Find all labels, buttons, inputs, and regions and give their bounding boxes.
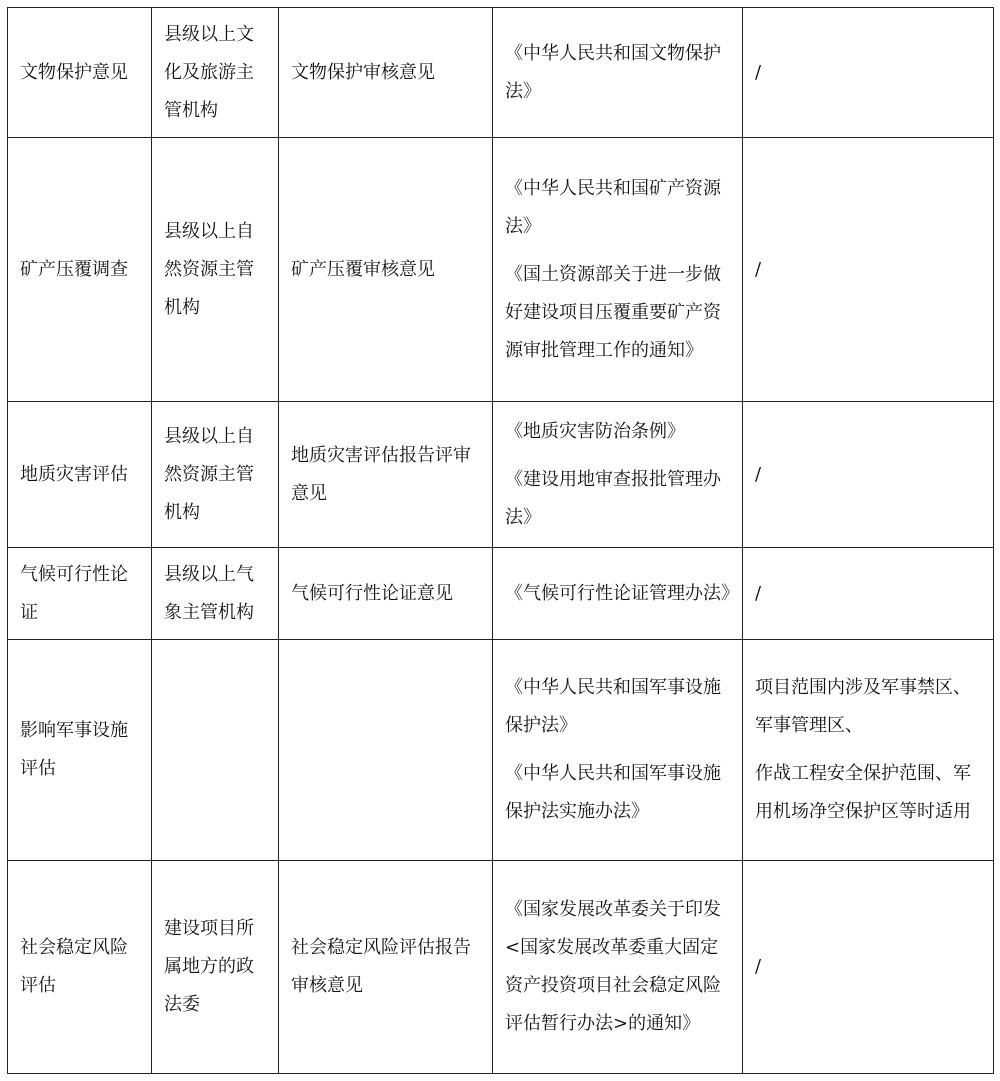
authority-cell	[152, 138, 279, 402]
document-text: 社会稳定风险评估报告审核意见	[291, 937, 471, 996]
basis-cell	[493, 138, 743, 402]
document-text: 文物保护审核意见	[291, 61, 435, 83]
authority-text: 县级以上气象主管机构	[164, 563, 254, 623]
basis-text: 《地质灾害防治条例》	[505, 420, 685, 442]
item-text: 文物保护意见	[20, 61, 128, 83]
item-text: 社会稳定风险评估	[20, 937, 128, 996]
table-row	[8, 8, 994, 138]
item-text: 气候可行性论证	[20, 563, 128, 623]
authority-cell	[152, 861, 279, 1074]
condition-text: /	[755, 258, 762, 280]
basis-cell	[493, 8, 743, 138]
condition-text: /	[755, 463, 762, 485]
basis-cell	[493, 402, 743, 548]
authority-cell	[152, 548, 279, 640]
approval-table	[7, 7, 994, 1074]
item-cell	[8, 640, 152, 861]
authority-text: 县级以上自然资源主管机构	[164, 220, 254, 318]
basis-text: 《中华人民共和国军事设施保护法》	[505, 677, 721, 736]
condition-cell	[743, 138, 994, 402]
authority-cell	[152, 402, 279, 548]
basis-text: 《气候可行性论证管理办法》	[505, 582, 739, 604]
document-text: 气候可行性论证意见	[291, 582, 453, 604]
basis-text: 《国土资源部关于进一步做好建设项目压覆重要矿产资源审批管理工作的通知》	[505, 263, 721, 361]
authority-text: 县级以上自然资源主管机构	[164, 425, 254, 523]
table-row	[8, 640, 994, 861]
authority-text: 建设项目所属地方的政法委	[164, 918, 254, 1015]
basis-text: 《中华人民共和国文物保护法》	[505, 42, 721, 102]
condition-text: /	[755, 956, 762, 977]
table-row	[8, 402, 994, 548]
authority-cell	[152, 8, 279, 138]
basis-text: 《建设用地审查报批管理办法》	[505, 468, 721, 528]
document-cell	[279, 402, 493, 548]
condition-cell	[743, 640, 994, 861]
table-row	[8, 548, 994, 640]
document-cell	[279, 548, 493, 640]
document-cell	[279, 138, 493, 402]
authority-text: 县级以上文化及旅游主管机构	[164, 23, 254, 121]
document-cell	[279, 640, 493, 861]
item-text: 影响军事设施评估	[20, 720, 128, 779]
condition-cell	[743, 8, 994, 138]
basis-text: 《国家发展改革委关于印发<国家发展改革委重大固定资产投资项目社会稳定风险评估暂行办法>的通知》	[505, 899, 721, 1034]
condition-text: 作战工程安全保护范围、军用机场净空保护区等时适用	[755, 763, 971, 822]
condition-cell	[743, 548, 994, 640]
condition-cell	[743, 861, 994, 1074]
condition-text: 项目范围内涉及军事禁区、军事管理区、	[755, 677, 971, 736]
document-text: 矿产压覆审核意见	[291, 258, 435, 280]
item-cell	[8, 548, 152, 640]
item-text: 地质灾害评估	[20, 463, 128, 485]
document-cell	[279, 861, 493, 1074]
condition-cell	[743, 402, 994, 548]
basis-text: 《中华人民共和国矿产资源法》	[505, 177, 721, 237]
document-text: 地质灾害评估报告评审意见	[291, 444, 471, 504]
condition-text: /	[755, 61, 762, 83]
table-row	[8, 861, 994, 1074]
basis-cell	[493, 861, 743, 1074]
basis-cell	[493, 548, 743, 640]
item-cell	[8, 861, 152, 1074]
document-cell	[279, 8, 493, 138]
item-cell	[8, 8, 152, 138]
condition-text: /	[755, 582, 762, 604]
authority-cell	[152, 640, 279, 861]
item-text: 矿产压覆调查	[20, 258, 128, 280]
item-cell	[8, 138, 152, 402]
basis-cell	[493, 640, 743, 861]
item-cell	[8, 402, 152, 548]
basis-text: 《中华人民共和国军事设施保护法实施办法》	[505, 763, 721, 822]
table-row	[8, 138, 994, 402]
